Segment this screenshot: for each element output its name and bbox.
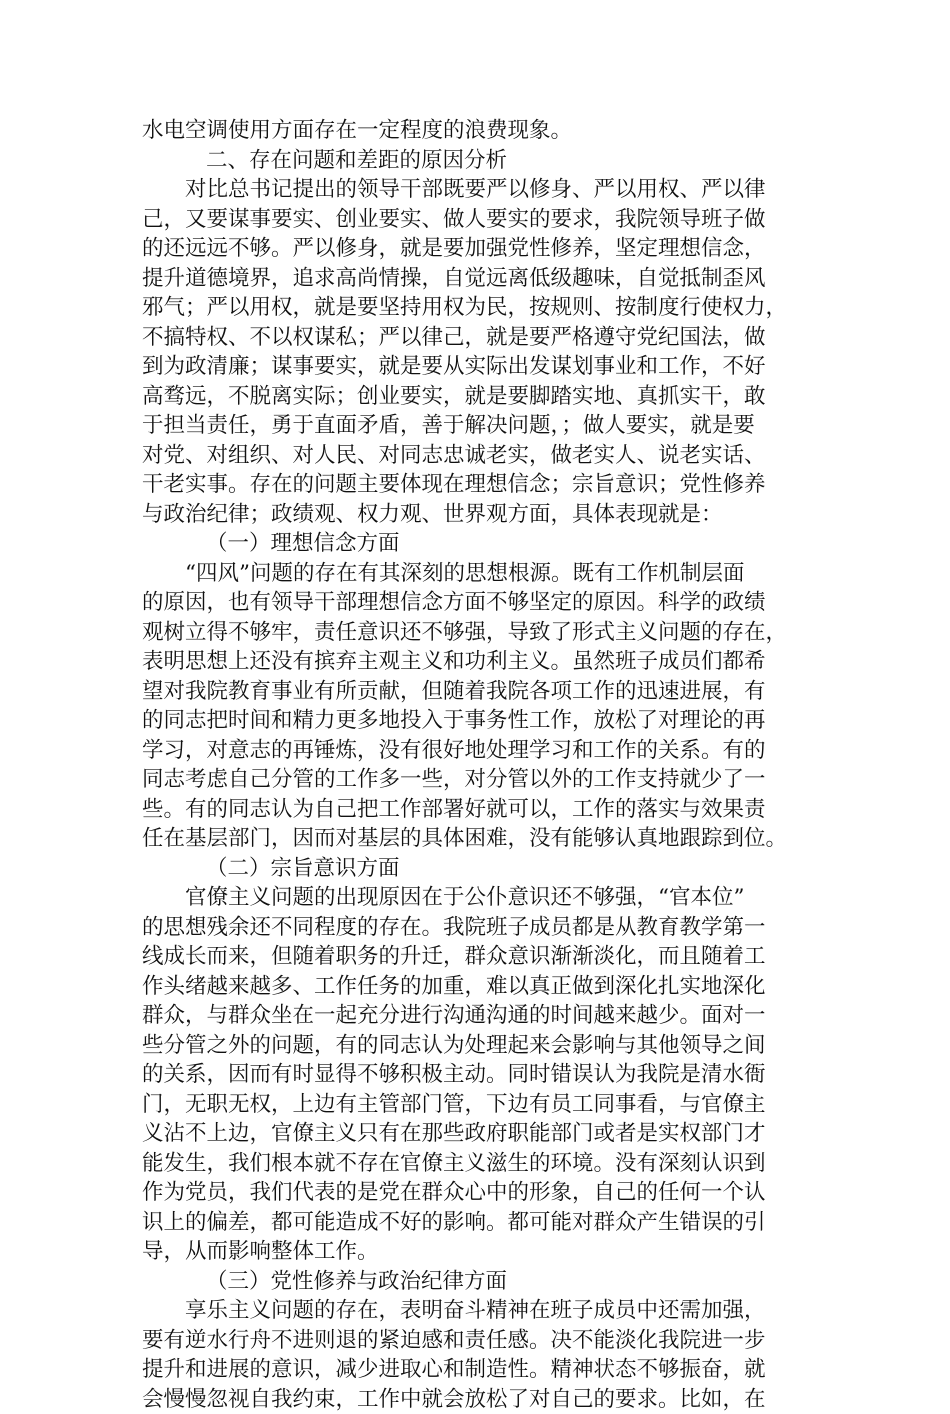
body-paragraph	[142, 175, 810, 529]
paragraph-line: 些。有的同志认为自己把工作部署好就可以，工作的落实与效果责	[142, 795, 810, 825]
paragraph-line: 到为政清廉；谋事要实，就是要从实际出发谋划事业和工作，不好	[142, 352, 810, 382]
document-page	[142, 116, 810, 1414]
paragraph-line: “四风”问题的存在有其深刻的思想根源。既有工作机制层面	[142, 559, 810, 589]
paragraph-line: 导，从而影响整体工作。	[142, 1237, 810, 1267]
paragraph-line: 同志考虑自己分管的工作多一些，对分管以外的工作支持就少了一	[142, 765, 810, 795]
paragraph-line: 会慢慢忽视自我约束，工作中就会放松了对自己的要求。比如，在	[142, 1385, 810, 1414]
body-paragraph	[142, 883, 810, 1267]
paragraph-line: 官僚主义问题的出现原因在于公仆意识还不够强，“官本位”	[142, 883, 810, 913]
paragraph-line: 任在基层部门，因而对基层的具体困难，没有能够认真地跟踪到位。	[142, 824, 810, 854]
paragraph-line: 提升和进展的意识，减少进取心和制造性。精神状态不够振奋，就	[142, 1355, 810, 1385]
paragraph-line: 表明思想上还没有摈弃主观主义和功利主义。虽然班子成员们都希	[142, 647, 810, 677]
paragraph-line: 水电空调使用方面存在一定程度的浪费现象。	[142, 116, 810, 146]
paragraph-line: 提升道德境界，追求高尚情操，自觉远离低级趣味，自觉抵制歪风	[142, 264, 810, 294]
paragraph-line: 享乐主义问题的存在，表明奋斗精神在班子成员中还需加强，	[142, 1296, 810, 1326]
body-paragraph	[142, 559, 810, 854]
paragraph-line: 的原因，也有领导干部理想信念方面不够坚定的原因。科学的政绩	[142, 588, 810, 618]
paragraph-line: 对比总书记提出的领导干部既要严以修身、严以用权、严以律	[142, 175, 810, 205]
sub-heading: （一）理想信念方面	[142, 529, 810, 559]
paragraph-line: 干老实事。存在的问题主要体现在理想信念；宗旨意识；党性修养	[142, 470, 810, 500]
paragraph-line: 作头绪越来越多、工作任务的加重，难以真正做到深化扎实地深化	[142, 972, 810, 1002]
paragraph-line: 的思想残余还不同程度的存在。我院班子成员都是从教育教学第一	[142, 913, 810, 943]
paragraph-line: 义沾不上边，官僚主义只有在那些政府职能部门或者是实权部门才	[142, 1119, 810, 1149]
paragraph-line: 高骛远，不脱离实际；创业要实，就是要脚踏实地、真抓实干，敢	[142, 382, 810, 412]
paragraph-line: 的关系，因而有时显得不够积极主动。同时错误认为我院是清水衙	[142, 1060, 810, 1090]
paragraph-line: 学习，对意志的再锤炼，没有很好地处理学习和工作的关系。有的	[142, 736, 810, 766]
paragraph-line: 对党、对组织、对人民、对同志忠诚老实，做老实人、说老实话、	[142, 441, 810, 471]
paragraph-line: 门，无职无权，上边有主管部门管，下边有员工同事看，与官僚主	[142, 1090, 810, 1120]
paragraph-line: 能发生，我们根本就不存在官僚主义滋生的环境。没有深刻认识到	[142, 1149, 810, 1179]
paragraph-line: 些分管之外的问题，有的同志认为处理起来会影响与其他领导之间	[142, 1031, 810, 1061]
paragraph-line: 己，又要谋事要实、创业要实、做人要实的要求，我院领导班子做	[142, 205, 810, 235]
paragraph-line: 的还远远不够。严以修身，就是要加强党性修养，坚定理想信念，	[142, 234, 810, 264]
paragraph-line: 群众，与群众坐在一起充分进行沟通沟通的时间越来越少。面对一	[142, 1001, 810, 1031]
paragraph-line: 线成长而来，但随着职务的升迁，群众意识渐渐淡化，而且随着工	[142, 942, 810, 972]
continuation-paragraph	[142, 116, 810, 146]
paragraph-line: 作为党员，我们代表的是党在群众心中的形象，自己的任何一个认	[142, 1178, 810, 1208]
paragraph-line: 识上的偏差，都可能造成不好的影响。都可能对群众产生错误的引	[142, 1208, 810, 1238]
paragraph-line: 不搞特权、不以权谋私；严以律己，就是要严格遵守党纪国法，做	[142, 323, 810, 353]
body-paragraph	[142, 1296, 810, 1414]
sub-heading: （三）党性修养与政治纪律方面	[142, 1267, 810, 1297]
sub-heading: （二）宗旨意识方面	[142, 854, 810, 884]
paragraph-line: 观树立得不够牢，责任意识还不够强，导致了形式主义问题的存在，	[142, 618, 810, 648]
paragraph-line: 邪气；严以用权，就是要坚持用权为民，按规则、按制度行使权力，	[142, 293, 810, 323]
section-heading: 二、存在问题和差距的原因分析	[142, 146, 810, 176]
paragraph-line: 与政治纪律；政绩观、权力观、世界观方面，具体表现就是：	[142, 500, 810, 530]
paragraph-line: 望对我院教育事业有所贡献，但随着我院各项工作的迅速进展，有	[142, 677, 810, 707]
paragraph-line: 要有逆水行舟不进则退的紧迫感和责任感。决不能淡化我院进一步	[142, 1326, 810, 1356]
paragraph-line: 于担当责任，勇于直面矛盾，善于解决问题，；做人要实，就是要	[142, 411, 810, 441]
paragraph-line: 的同志把时间和精力更多地投入于事务性工作，放松了对理论的再	[142, 706, 810, 736]
